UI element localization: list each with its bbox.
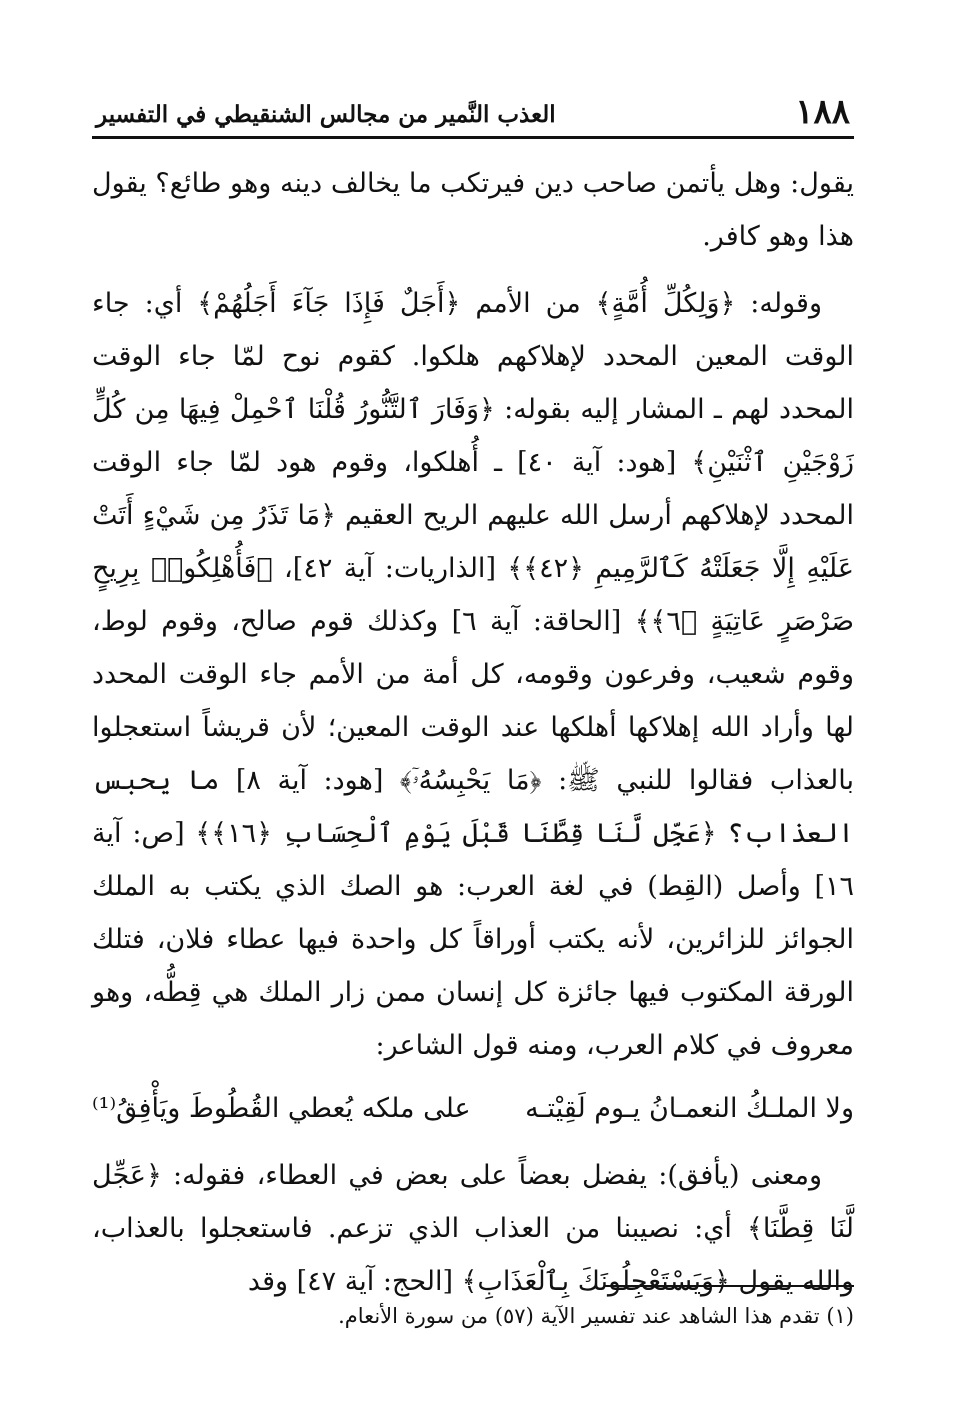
footnote: (١) تقدم هذا الشاهد عند تفسير الآية (٥٧) من سورة الأنعام. (338, 1304, 854, 1328)
book-page (92, 88, 854, 1388)
poetry-verse (92, 1082, 854, 1135)
paragraph-1: يقول: وهل يأتمن صاحب دين فيرتكب ما يخالف دينه وهو طائع؟ يقول هذا وهو كافر. (92, 168, 854, 252)
paragraph-2: وقوله: ﴿وَلِكُلِّ أُمَّةٍ﴾ من الأمم ﴿أَجَلٌ فَإِذَا جَآءَ أَجَلُهُمْ﴾ أي: جاء الوقت المعين المحدد لإهلاكهم هلكوا. كقوم نوح لمّا جاء الوقت المحدد لهم ـ المشار إليه بقوله: ﴿وَفَارَ ٱلتَّنُّورُ قُلْنَا ٱحْمِلْ فِيهَا مِن كُلٍّ زَوْجَيْنِ ٱثْنَيْنِ﴾ [هود: آية ٤٠] ـ أُهلكوا، وقوم هود لمّا جاء الوقت المحدد لإهلاكهم أرسل الله عليهم الريح العقيم ﴿مَا تَذَرُ مِن شَيْءٍ أَتَتْ عَلَيْهِ إِلَّا جَعَلَتْهُ كَٱلرَّمِيمِ ﴿٤٢﴾﴾ [الذاريات: آية ٤٢]، ﴿فَأُهْلِكُوا۟ بِرِيحٍ صَرْصَرٍ عَاتِيَةٍ ﴿٦﴾﴾ [الحاقة: آية ٦] وكذلك قوم صالح، وقوم لوط، وقوم شعيب، وفرعون وقومه، كل أمة من الأمم جاء الوقت المحدد لها وأراد الله إهلاكها أهلكها عند الوقت المعين؛ لأن قريشاً استعجلوا بالعذاب فقالوا للنبي ﷺ: ﴿مَا يَحْبِسُهُۥٓ﴾ [هود: آية ٨] ما يحبس العذاب؟ ﴿عَجِّل لَّنَا قِطَّنَا قَبْلَ يَوْمِ ٱلْحِسَابِ ﴿١٦﴾﴾ [ص: آية ١٦] وأصل (القِط) في لغة العرب: هو الصك الذي يكتب به الملك الجوائز للزائرين، لأنه يكتب أوراقاً كل واحدة فيها عطاء فلان، فتلك الورقة المكتوب فيها جائزة كل إنسان ممن زار الملك هي قِطُّه، وهو معروف في كلام العرب، ومنه قول الشاعر: (92, 288, 854, 1061)
verse-second-hemistich: على ملكه يُعطي القُطُوطَ ويَأْفِقُ⁽¹⁾ (92, 1093, 471, 1124)
book-title: العذب النَّمير من مجالس الشنقيطي في التفسير (96, 101, 556, 128)
footnote-separator (604, 1285, 854, 1287)
verse-first-hemistich: ولا الملـكُ النعمـانُ يـوم لَقِيْتـه (525, 1093, 854, 1124)
running-header (92, 88, 854, 139)
main-text (92, 157, 854, 1308)
paragraph-3: ومعنى (يأفق): يفضل بعضاً على بعض في العطاء، فقوله: ﴿عَجِّل لَّنَا قِطَّنَا﴾ أي: نصيبنا من العذاب الذي تزعم. فاستعجلوا بالعذاب، والله يقول ﴿وَيَسْتَعْجِلُونَكَ بِٱلْعَذَابِ﴾ [الحج: آية ٤٧] وقد (92, 1160, 854, 1297)
page-number: ١٨٨ (795, 92, 850, 132)
